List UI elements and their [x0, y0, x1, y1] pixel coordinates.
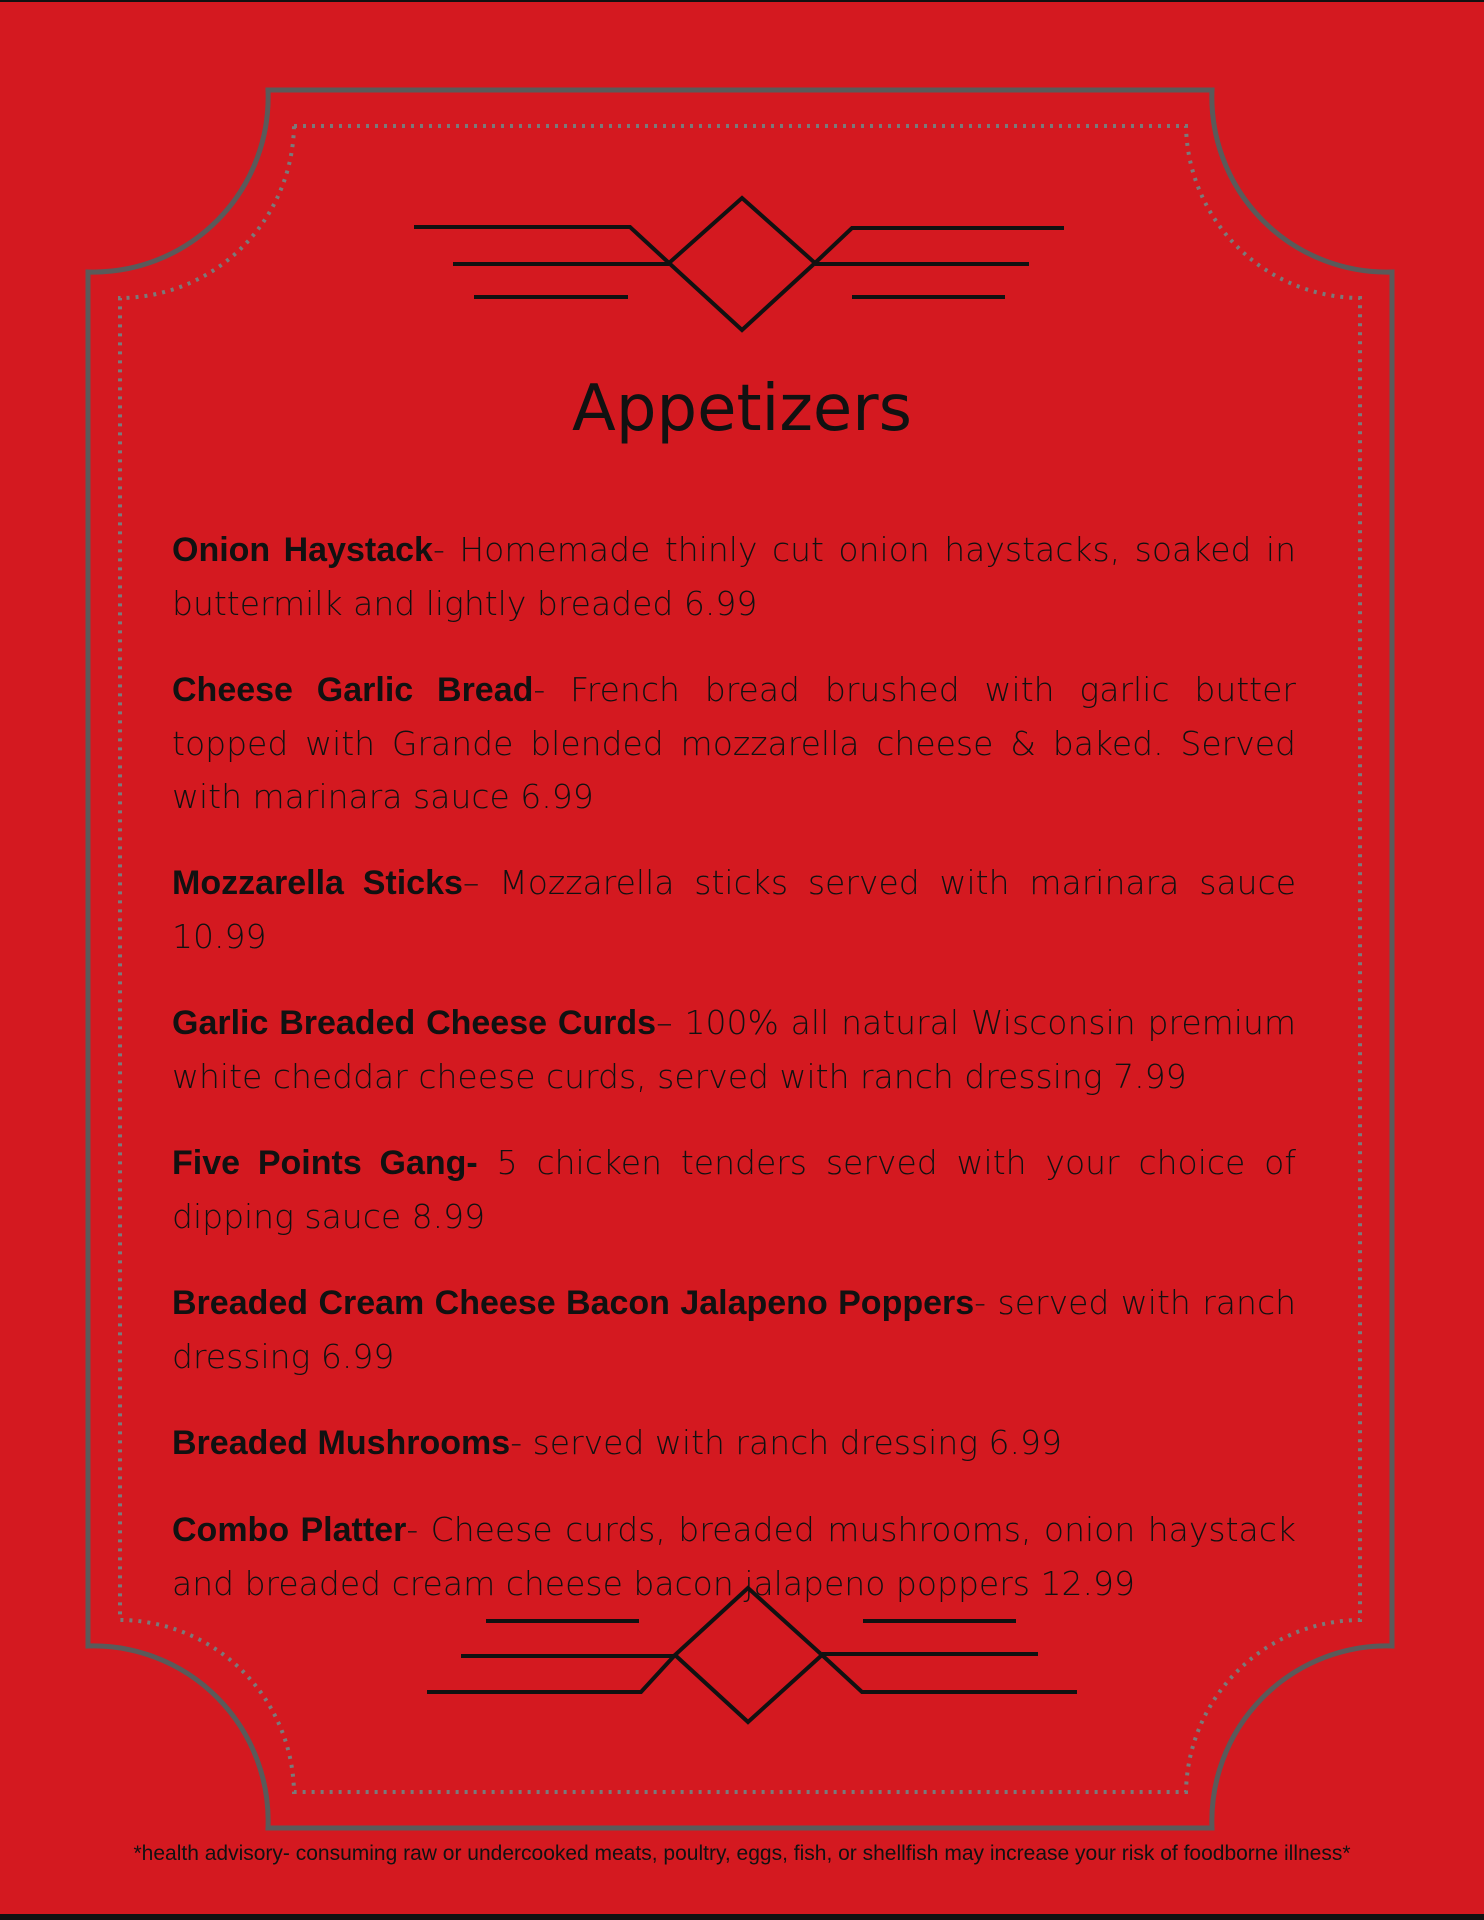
menu-item — [172, 523, 1296, 630]
menu-item — [172, 1276, 1296, 1383]
menu-item-name: Mozzarella Sticks — [172, 864, 463, 902]
menu-item-description: - served with ranch dressing 6.99 — [510, 1423, 1063, 1462]
menu-item-description: - Homemade thinly cut onion haystacks, soaked in buttermilk and lightly breaded 6.99 — [172, 530, 1296, 623]
menu-item-name: Five Points Gang- — [172, 1144, 478, 1182]
menu-item — [172, 1136, 1296, 1243]
menu-item-description: - French bread brushed with garlic butter topped with Grande blended mozzarella cheese & baked. Served with marinara sauce 6.99 — [172, 670, 1296, 816]
menu-item-description: – Mozzarella sticks served with marinara sauce 10.99 — [172, 863, 1296, 956]
menu-item — [172, 663, 1296, 823]
menu-item-name: Combo Platter — [172, 1511, 407, 1549]
menu-item-description: 5 chicken tenders served with your choice of dipping sauce 8.99 — [172, 1143, 1296, 1236]
menu-item-description: - served with ranch dressing 6.99 — [172, 1283, 1296, 1376]
menu-item-name: Cheese Garlic Bread — [172, 671, 534, 709]
menu-item — [172, 856, 1296, 963]
menu-item — [172, 996, 1296, 1103]
top-ornament — [414, 198, 1064, 330]
menu-item-name: Breaded Cream Cheese Bacon Jalapeno Poppers — [172, 1284, 975, 1322]
menu-item-list — [172, 490, 1296, 1625]
menu-item-description: - Cheese curds, breaded mushrooms, onion haystack and breaded cream cheese bacon jalapeno poppers 12.99 — [172, 1510, 1296, 1603]
menu-item-name: Breaded Mushrooms — [172, 1424, 511, 1462]
menu-item — [172, 1416, 1296, 1470]
menu-item-description: – 100% all natural Wisconsin premium white cheddar cheese curds, served with ranch dressing 7.99 — [172, 1003, 1297, 1096]
menu-item-name: Garlic Breaded Cheese Curds — [172, 1004, 657, 1042]
menu-item — [172, 1503, 1296, 1610]
menu-item-name: Onion Haystack — [172, 531, 433, 569]
page-title: Appetizers — [572, 372, 912, 446]
bottom-edge-line — [0, 1914, 1484, 1920]
health-advisory: *health advisory- consuming raw or undercooked meats, poultry, eggs, fish, or shellfish may increase your risk of foodborne illness* — [133, 1842, 1351, 1865]
